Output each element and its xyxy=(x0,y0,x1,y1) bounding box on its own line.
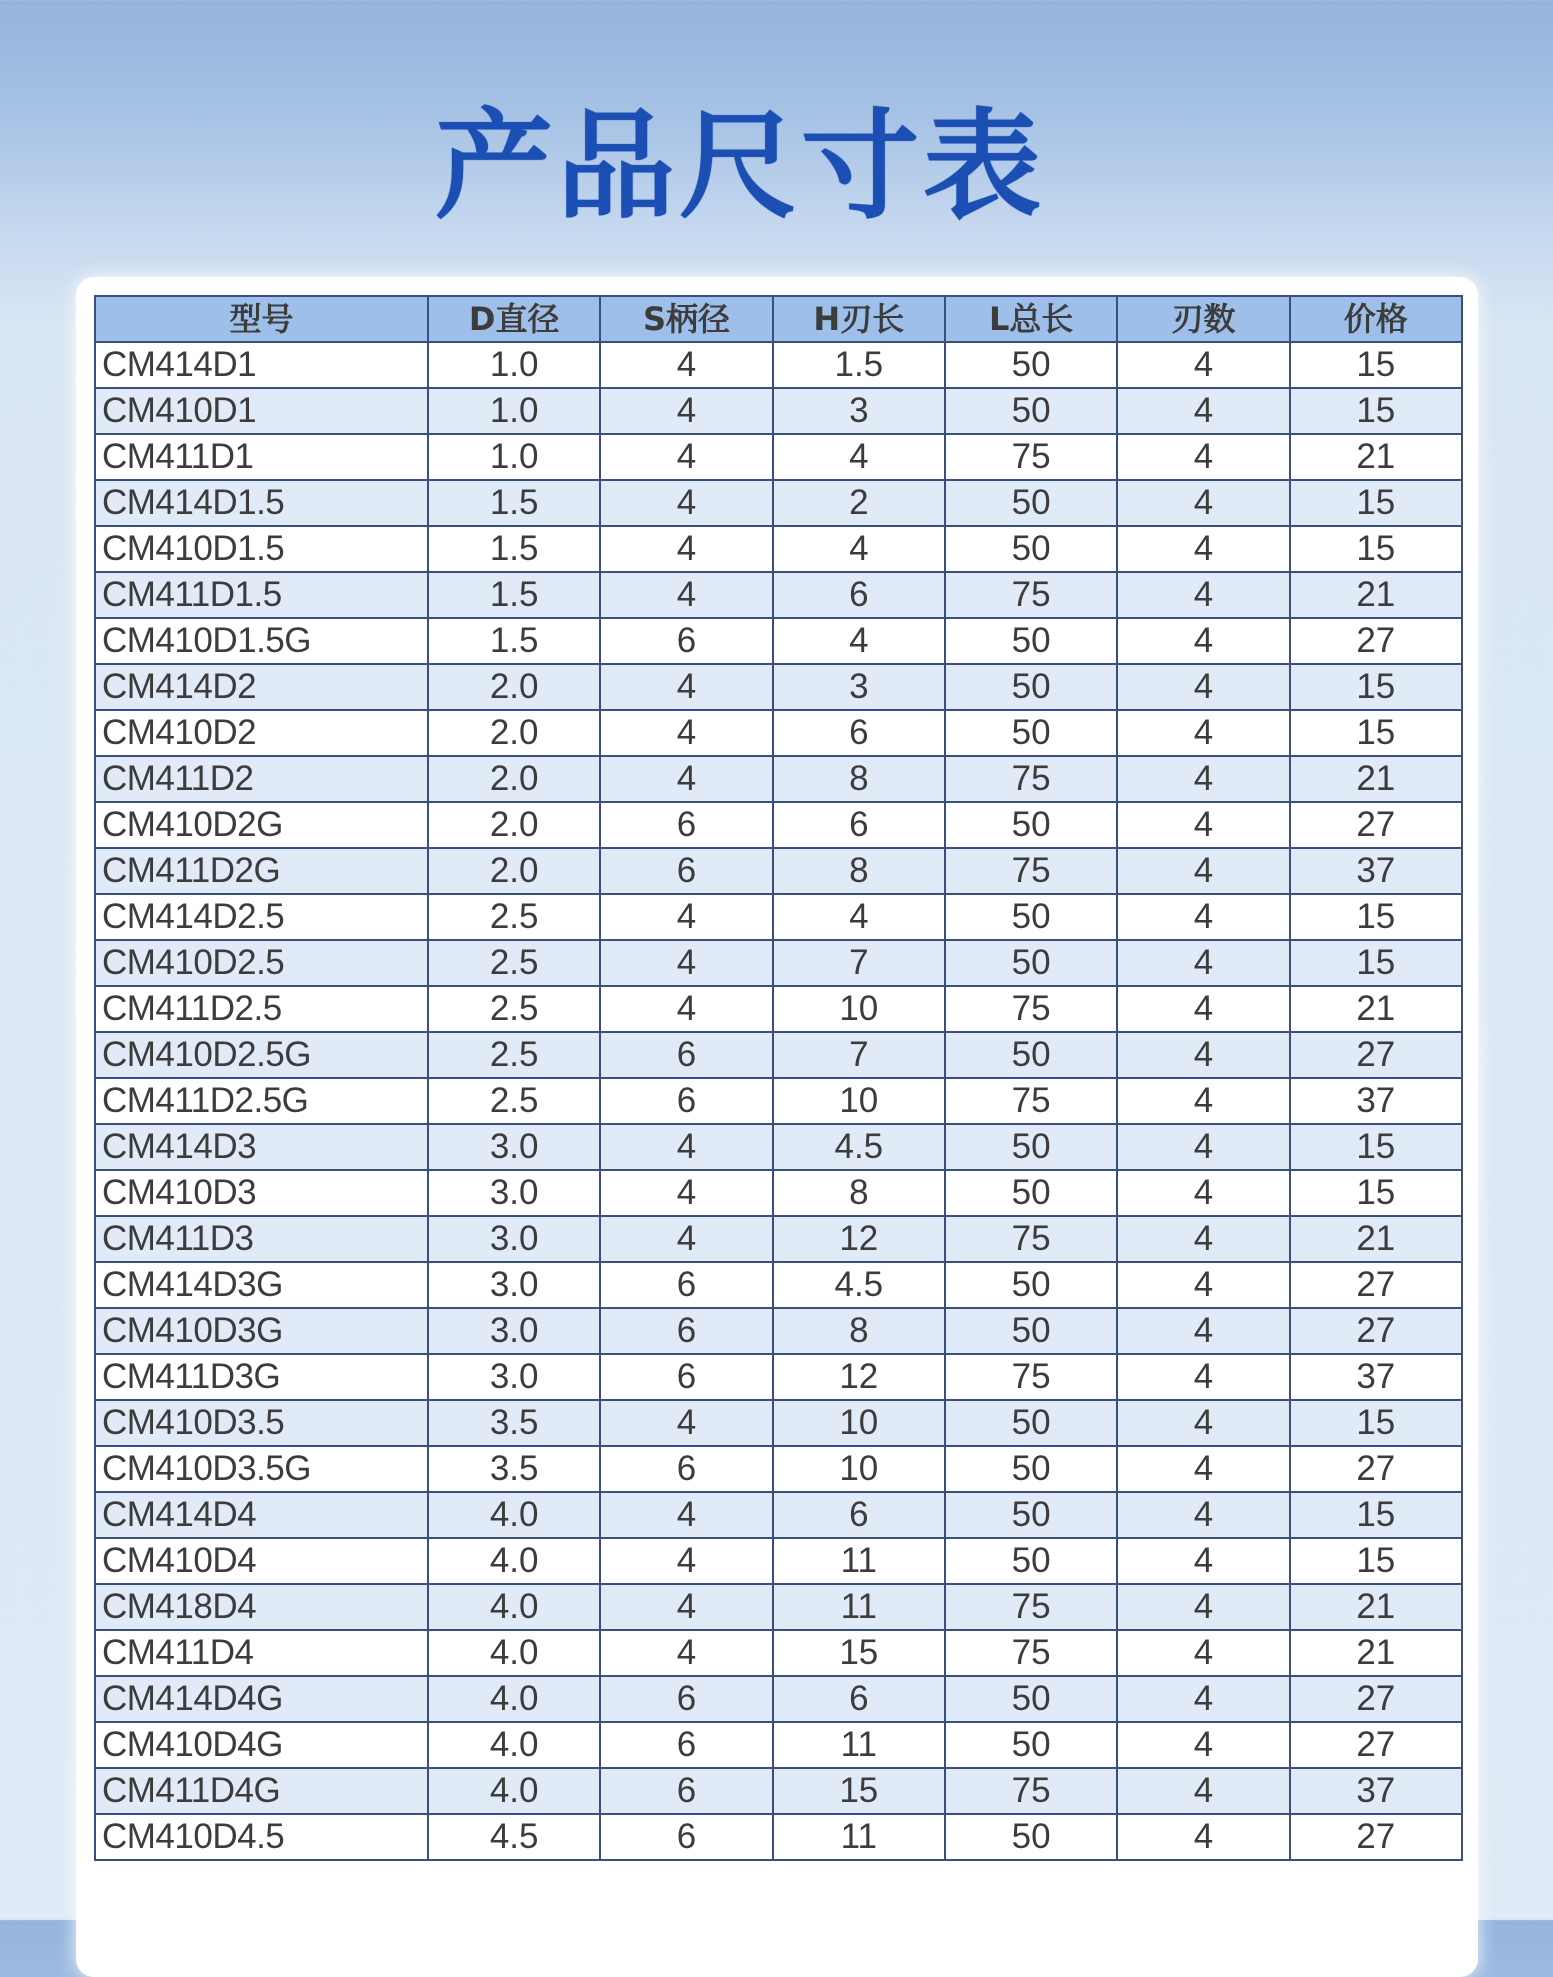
cell-blade-length: 10 xyxy=(773,1446,945,1492)
cell-blade-length: 10 xyxy=(773,1078,945,1124)
cell-model: CM410D4.5 xyxy=(95,1814,428,1860)
cell-flute-count: 4 xyxy=(1117,342,1289,388)
cell-blade-length: 4 xyxy=(773,894,945,940)
table-row xyxy=(95,1032,1462,1078)
cell-overall-length: 50 xyxy=(945,1032,1117,1078)
cell-blade-length: 7 xyxy=(773,940,945,986)
table-row xyxy=(95,1722,1462,1768)
cell-model: CM411D1 xyxy=(95,434,428,480)
table-row xyxy=(95,710,1462,756)
cell-blade-length: 11 xyxy=(773,1814,945,1860)
cell-diameter: 2.0 xyxy=(428,756,600,802)
cell-price: 15 xyxy=(1290,1538,1462,1584)
table-row xyxy=(95,572,1462,618)
cell-diameter: 1.5 xyxy=(428,480,600,526)
cell-price: 21 xyxy=(1290,434,1462,480)
cell-overall-length: 50 xyxy=(945,1722,1117,1768)
cell-price: 15 xyxy=(1290,342,1462,388)
cell-overall-length: 50 xyxy=(945,1262,1117,1308)
cell-price: 21 xyxy=(1290,1630,1462,1676)
cell-model: CM411D2G xyxy=(95,848,428,894)
cell-shank-diameter: 4 xyxy=(600,434,772,480)
cell-shank-diameter: 6 xyxy=(600,1262,772,1308)
cell-diameter: 2.5 xyxy=(428,1032,600,1078)
cell-diameter: 1.0 xyxy=(428,342,600,388)
cell-blade-length: 6 xyxy=(773,1676,945,1722)
table-row xyxy=(95,848,1462,894)
cell-diameter: 3.0 xyxy=(428,1308,600,1354)
cell-price: 37 xyxy=(1290,848,1462,894)
cell-model: CM410D3 xyxy=(95,1170,428,1216)
cell-price: 21 xyxy=(1290,1584,1462,1630)
cell-shank-diameter: 4 xyxy=(600,388,772,434)
cell-diameter: 3.5 xyxy=(428,1446,600,1492)
cell-blade-length: 12 xyxy=(773,1216,945,1262)
cell-flute-count: 4 xyxy=(1117,1400,1289,1446)
cell-flute-count: 4 xyxy=(1117,526,1289,572)
cell-flute-count: 4 xyxy=(1117,480,1289,526)
cell-blade-length: 15 xyxy=(773,1768,945,1814)
cell-blade-length: 4 xyxy=(773,618,945,664)
cell-diameter: 1.0 xyxy=(428,388,600,434)
table-row xyxy=(95,1078,1462,1124)
cell-blade-length: 10 xyxy=(773,986,945,1032)
cell-overall-length: 50 xyxy=(945,480,1117,526)
cell-flute-count: 4 xyxy=(1117,1722,1289,1768)
cell-blade-length: 7 xyxy=(773,1032,945,1078)
cell-flute-count: 4 xyxy=(1117,388,1289,434)
table-row xyxy=(95,756,1462,802)
cell-price: 15 xyxy=(1290,664,1462,710)
cell-shank-diameter: 4 xyxy=(600,940,772,986)
cell-price: 27 xyxy=(1290,802,1462,848)
table-body xyxy=(95,342,1462,1860)
cell-overall-length: 75 xyxy=(945,756,1117,802)
cell-blade-length: 8 xyxy=(773,1308,945,1354)
cell-overall-length: 50 xyxy=(945,802,1117,848)
header-overall-length: L总长 xyxy=(945,296,1117,342)
cell-overall-length: 50 xyxy=(945,1676,1117,1722)
cell-overall-length: 75 xyxy=(945,1216,1117,1262)
cell-overall-length: 50 xyxy=(945,388,1117,434)
cell-diameter: 1.0 xyxy=(428,434,600,480)
cell-price: 15 xyxy=(1290,940,1462,986)
table-row xyxy=(95,1308,1462,1354)
cell-overall-length: 50 xyxy=(945,526,1117,572)
table-row xyxy=(95,664,1462,710)
header-model: 型号 xyxy=(95,296,428,342)
cell-price: 15 xyxy=(1290,1170,1462,1216)
cell-model: CM414D3G xyxy=(95,1262,428,1308)
cell-flute-count: 4 xyxy=(1117,1768,1289,1814)
table-row xyxy=(95,1354,1462,1400)
cell-blade-length: 6 xyxy=(773,802,945,848)
cell-overall-length: 50 xyxy=(945,342,1117,388)
cell-diameter: 3.0 xyxy=(428,1170,600,1216)
cell-blade-length: 11 xyxy=(773,1722,945,1768)
cell-model: CM410D2G xyxy=(95,802,428,848)
cell-price: 27 xyxy=(1290,1676,1462,1722)
cell-flute-count: 4 xyxy=(1117,986,1289,1032)
cell-model: CM411D2.5G xyxy=(95,1078,428,1124)
cell-flute-count: 4 xyxy=(1117,1446,1289,1492)
cell-flute-count: 4 xyxy=(1117,710,1289,756)
cell-blade-length: 10 xyxy=(773,1400,945,1446)
cell-diameter: 2.0 xyxy=(428,848,600,894)
table-row xyxy=(95,618,1462,664)
cell-model: CM410D3.5 xyxy=(95,1400,428,1446)
cell-shank-diameter: 6 xyxy=(600,1032,772,1078)
cell-diameter: 3.0 xyxy=(428,1354,600,1400)
cell-blade-length: 3 xyxy=(773,664,945,710)
table-row xyxy=(95,434,1462,480)
cell-model: CM410D2.5G xyxy=(95,1032,428,1078)
cell-model: CM410D4 xyxy=(95,1538,428,1584)
cell-flute-count: 4 xyxy=(1117,1584,1289,1630)
table-row xyxy=(95,526,1462,572)
cell-shank-diameter: 4 xyxy=(600,756,772,802)
cell-model: CM411D4G xyxy=(95,1768,428,1814)
cell-overall-length: 50 xyxy=(945,1446,1117,1492)
cell-flute-count: 4 xyxy=(1117,756,1289,802)
table-row xyxy=(95,480,1462,526)
cell-flute-count: 4 xyxy=(1117,1354,1289,1400)
header-diameter: D直径 xyxy=(428,296,600,342)
cell-model: CM418D4 xyxy=(95,1584,428,1630)
cell-overall-length: 50 xyxy=(945,1170,1117,1216)
cell-price: 15 xyxy=(1290,526,1462,572)
cell-diameter: 4.0 xyxy=(428,1584,600,1630)
cell-overall-length: 75 xyxy=(945,1630,1117,1676)
cell-shank-diameter: 4 xyxy=(600,1584,772,1630)
cell-diameter: 3.0 xyxy=(428,1262,600,1308)
header-blade-length: H刃长 xyxy=(773,296,945,342)
cell-flute-count: 4 xyxy=(1117,894,1289,940)
cell-shank-diameter: 4 xyxy=(600,1400,772,1446)
cell-price: 21 xyxy=(1290,572,1462,618)
cell-diameter: 4.0 xyxy=(428,1676,600,1722)
cell-shank-diameter: 6 xyxy=(600,1722,772,1768)
cell-shank-diameter: 4 xyxy=(600,480,772,526)
cell-overall-length: 75 xyxy=(945,572,1117,618)
table-row xyxy=(95,342,1462,388)
cell-overall-length: 50 xyxy=(945,1124,1117,1170)
cell-shank-diameter: 6 xyxy=(600,1308,772,1354)
cell-shank-diameter: 6 xyxy=(600,1078,772,1124)
cell-price: 27 xyxy=(1290,618,1462,664)
cell-overall-length: 75 xyxy=(945,1354,1117,1400)
cell-shank-diameter: 6 xyxy=(600,1814,772,1860)
cell-model: CM411D2.5 xyxy=(95,986,428,1032)
table-row xyxy=(95,1170,1462,1216)
cell-model: CM410D1 xyxy=(95,388,428,434)
table-row xyxy=(95,1400,1462,1446)
cell-overall-length: 75 xyxy=(945,1768,1117,1814)
cell-model: CM410D2.5 xyxy=(95,940,428,986)
cell-price: 15 xyxy=(1290,894,1462,940)
cell-model: CM410D1.5 xyxy=(95,526,428,572)
cell-flute-count: 4 xyxy=(1117,1814,1289,1860)
cell-price: 15 xyxy=(1290,480,1462,526)
table-row xyxy=(95,986,1462,1032)
cell-price: 15 xyxy=(1290,710,1462,756)
cell-shank-diameter: 4 xyxy=(600,1216,772,1262)
cell-blade-length: 6 xyxy=(773,710,945,756)
cell-diameter: 2.0 xyxy=(428,664,600,710)
cell-price: 37 xyxy=(1290,1768,1462,1814)
cell-overall-length: 50 xyxy=(945,1308,1117,1354)
cell-flute-count: 4 xyxy=(1117,1170,1289,1216)
cell-overall-length: 50 xyxy=(945,664,1117,710)
cell-model: CM410D3G xyxy=(95,1308,428,1354)
table-row xyxy=(95,1814,1462,1860)
cell-model: CM414D2 xyxy=(95,664,428,710)
cell-price: 15 xyxy=(1290,388,1462,434)
cell-shank-diameter: 4 xyxy=(600,664,772,710)
cell-shank-diameter: 4 xyxy=(600,710,772,756)
cell-model: CM414D4 xyxy=(95,1492,428,1538)
table-row xyxy=(95,894,1462,940)
cell-blade-length: 1.5 xyxy=(773,342,945,388)
table-row xyxy=(95,1262,1462,1308)
cell-flute-count: 4 xyxy=(1117,434,1289,480)
cell-diameter: 1.5 xyxy=(428,572,600,618)
cell-diameter: 1.5 xyxy=(428,526,600,572)
cell-price: 37 xyxy=(1290,1354,1462,1400)
cell-model: CM410D2 xyxy=(95,710,428,756)
cell-blade-length: 11 xyxy=(773,1584,945,1630)
header-flute-count: 刃数 xyxy=(1117,296,1289,342)
cell-flute-count: 4 xyxy=(1117,618,1289,664)
cell-overall-length: 50 xyxy=(945,710,1117,756)
cell-flute-count: 4 xyxy=(1117,802,1289,848)
cell-shank-diameter: 4 xyxy=(600,1538,772,1584)
cell-flute-count: 4 xyxy=(1117,1216,1289,1262)
table-row xyxy=(95,1446,1462,1492)
header-price: 价格 xyxy=(1290,296,1462,342)
cell-price: 15 xyxy=(1290,1492,1462,1538)
cell-shank-diameter: 4 xyxy=(600,1170,772,1216)
cell-diameter: 2.0 xyxy=(428,710,600,756)
cell-model: CM410D3.5G xyxy=(95,1446,428,1492)
cell-model: CM410D4G xyxy=(95,1722,428,1768)
cell-shank-diameter: 6 xyxy=(600,1354,772,1400)
cell-flute-count: 4 xyxy=(1117,1078,1289,1124)
cell-flute-count: 4 xyxy=(1117,1124,1289,1170)
cell-model: CM411D4 xyxy=(95,1630,428,1676)
cell-shank-diameter: 4 xyxy=(600,894,772,940)
table-row xyxy=(95,388,1462,434)
cell-overall-length: 75 xyxy=(945,848,1117,894)
cell-overall-length: 50 xyxy=(945,894,1117,940)
cell-diameter: 2.5 xyxy=(428,986,600,1032)
cell-flute-count: 4 xyxy=(1117,1492,1289,1538)
cell-overall-length: 75 xyxy=(945,1584,1117,1630)
table-row xyxy=(95,940,1462,986)
cell-diameter: 3.0 xyxy=(428,1216,600,1262)
cell-blade-length: 8 xyxy=(773,848,945,894)
cell-overall-length: 50 xyxy=(945,1492,1117,1538)
cell-diameter: 4.0 xyxy=(428,1538,600,1584)
table-row xyxy=(95,802,1462,848)
cell-blade-length: 4.5 xyxy=(773,1262,945,1308)
cell-shank-diameter: 4 xyxy=(600,572,772,618)
cell-price: 15 xyxy=(1290,1124,1462,1170)
cell-price: 21 xyxy=(1290,756,1462,802)
cell-price: 21 xyxy=(1290,986,1462,1032)
cell-blade-length: 4.5 xyxy=(773,1124,945,1170)
cell-shank-diameter: 6 xyxy=(600,1446,772,1492)
cell-price: 27 xyxy=(1290,1032,1462,1078)
cell-diameter: 4.0 xyxy=(428,1492,600,1538)
cell-model: CM411D2 xyxy=(95,756,428,802)
table-row xyxy=(95,1216,1462,1262)
cell-flute-count: 4 xyxy=(1117,1630,1289,1676)
cell-flute-count: 4 xyxy=(1117,1262,1289,1308)
cell-diameter: 3.5 xyxy=(428,1400,600,1446)
cell-price: 37 xyxy=(1290,1078,1462,1124)
cell-shank-diameter: 4 xyxy=(600,986,772,1032)
cell-flute-count: 4 xyxy=(1117,1308,1289,1354)
cell-flute-count: 4 xyxy=(1117,572,1289,618)
cell-model: CM414D4G xyxy=(95,1676,428,1722)
cell-blade-length: 6 xyxy=(773,572,945,618)
cell-flute-count: 4 xyxy=(1117,664,1289,710)
cell-overall-length: 75 xyxy=(945,986,1117,1032)
cell-flute-count: 4 xyxy=(1117,1676,1289,1722)
cell-model: CM411D3G xyxy=(95,1354,428,1400)
cell-shank-diameter: 6 xyxy=(600,618,772,664)
table-row xyxy=(95,1676,1462,1722)
cell-diameter: 4.0 xyxy=(428,1630,600,1676)
cell-blade-length: 2 xyxy=(773,480,945,526)
cell-price: 27 xyxy=(1290,1308,1462,1354)
cell-model: CM414D1.5 xyxy=(95,480,428,526)
cell-diameter: 4.0 xyxy=(428,1768,600,1814)
cell-shank-diameter: 6 xyxy=(600,848,772,894)
cell-shank-diameter: 4 xyxy=(600,342,772,388)
cell-price: 27 xyxy=(1290,1262,1462,1308)
cell-overall-length: 50 xyxy=(945,1538,1117,1584)
cell-shank-diameter: 4 xyxy=(600,1124,772,1170)
cell-shank-diameter: 4 xyxy=(600,1630,772,1676)
cell-diameter: 2.5 xyxy=(428,940,600,986)
cell-blade-length: 4 xyxy=(773,434,945,480)
table-row xyxy=(95,1124,1462,1170)
table-row xyxy=(95,1584,1462,1630)
cell-blade-length: 6 xyxy=(773,1492,945,1538)
cell-overall-length: 50 xyxy=(945,1400,1117,1446)
cell-model: CM411D3 xyxy=(95,1216,428,1262)
cell-blade-length: 8 xyxy=(773,756,945,802)
cell-flute-count: 4 xyxy=(1117,1538,1289,1584)
cell-shank-diameter: 6 xyxy=(600,802,772,848)
cell-flute-count: 4 xyxy=(1117,848,1289,894)
table-row xyxy=(95,1492,1462,1538)
cell-overall-length: 50 xyxy=(945,618,1117,664)
cell-price: 27 xyxy=(1290,1446,1462,1492)
table-header-row xyxy=(95,296,1462,342)
cell-model: CM411D1.5 xyxy=(95,572,428,618)
cell-diameter: 3.0 xyxy=(428,1124,600,1170)
cell-diameter: 2.5 xyxy=(428,1078,600,1124)
cell-diameter: 1.5 xyxy=(428,618,600,664)
cell-price: 15 xyxy=(1290,1400,1462,1446)
cell-model: CM410D1.5G xyxy=(95,618,428,664)
cell-flute-count: 4 xyxy=(1117,940,1289,986)
cell-blade-length: 8 xyxy=(773,1170,945,1216)
cell-overall-length: 75 xyxy=(945,1078,1117,1124)
cell-shank-diameter: 4 xyxy=(600,526,772,572)
page-title: 产品尺寸表 xyxy=(434,97,1045,235)
cell-model: CM414D1 xyxy=(95,342,428,388)
cell-diameter: 2.5 xyxy=(428,894,600,940)
cell-blade-length: 12 xyxy=(773,1354,945,1400)
cell-overall-length: 50 xyxy=(945,940,1117,986)
cell-shank-diameter: 6 xyxy=(600,1676,772,1722)
cell-diameter: 4.5 xyxy=(428,1814,600,1860)
cell-overall-length: 75 xyxy=(945,434,1117,480)
cell-price: 21 xyxy=(1290,1216,1462,1262)
cell-overall-length: 50 xyxy=(945,1814,1117,1860)
cell-diameter: 4.0 xyxy=(428,1722,600,1768)
table-row xyxy=(95,1630,1462,1676)
cell-blade-length: 4 xyxy=(773,526,945,572)
cell-shank-diameter: 4 xyxy=(600,1492,772,1538)
size-table xyxy=(94,295,1463,1861)
cell-blade-length: 11 xyxy=(773,1538,945,1584)
cell-price: 27 xyxy=(1290,1814,1462,1860)
cell-shank-diameter: 6 xyxy=(600,1768,772,1814)
cell-price: 27 xyxy=(1290,1722,1462,1768)
cell-blade-length: 3 xyxy=(773,388,945,434)
cell-model: CM414D3 xyxy=(95,1124,428,1170)
cell-blade-length: 15 xyxy=(773,1630,945,1676)
table-row xyxy=(95,1768,1462,1814)
header-shank-diameter: S柄径 xyxy=(600,296,772,342)
table-row xyxy=(95,1538,1462,1584)
cell-model: CM414D2.5 xyxy=(95,894,428,940)
cell-flute-count: 4 xyxy=(1117,1032,1289,1078)
cell-diameter: 2.0 xyxy=(428,802,600,848)
